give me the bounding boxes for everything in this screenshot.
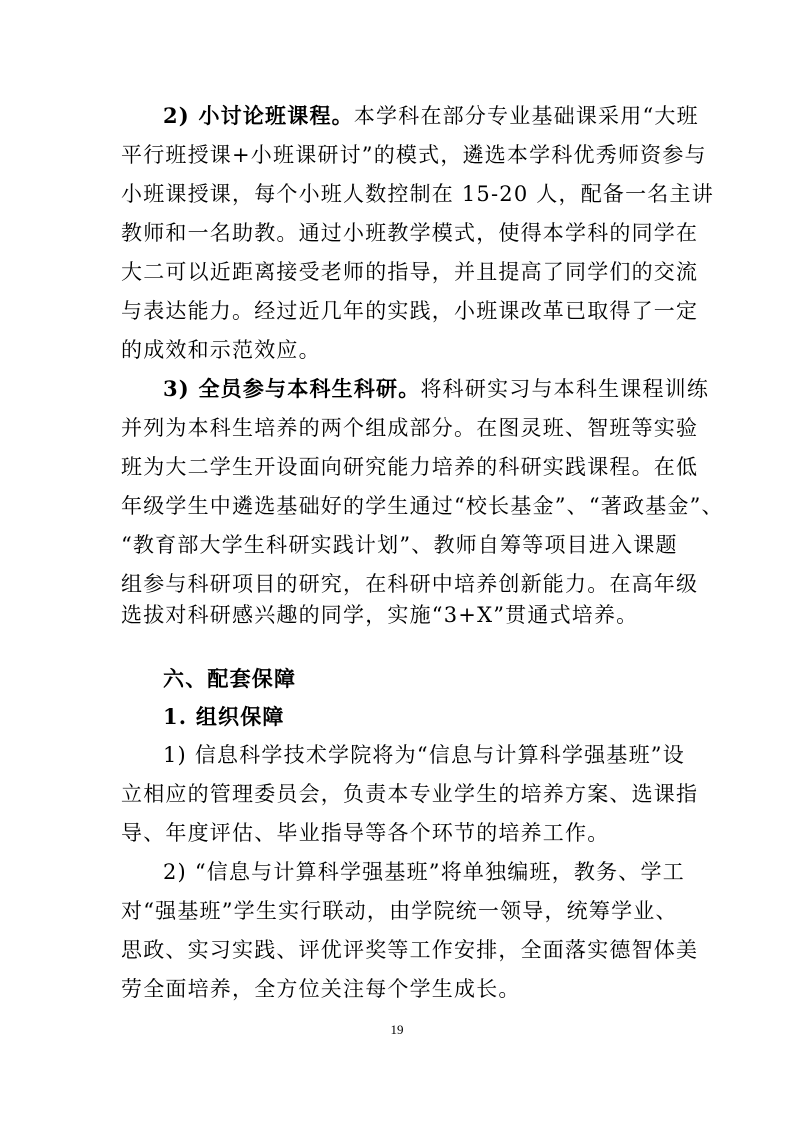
paragraph-3-line: 组参与科研项目的研究，在科研中培养创新能力。在高年级: [121, 572, 699, 596]
page-number: 19: [390, 1022, 404, 1037]
paragraph-3-line: 年级学生中遴选基础好的学生通过“校长基金”、“著政基金”、: [121, 494, 724, 518]
paragraph-2-line: 与表达能力。经过近几年的实践，小班课改革已取得了一定: [121, 299, 699, 323]
section-title: 六、配套保障: [163, 666, 297, 691]
paragraph-2-text: 本学科在部分专业基础课采用“大班: [353, 104, 699, 128]
paragraph-3-text: 将科研实习与本科生课程训练: [420, 377, 710, 401]
paragraph-3-line: 并列为本科生培养的两个组成部分。在图灵班、智班等实验: [121, 416, 699, 440]
item-1-line: 导、年度评估、毕业指导等各个环节的培养工作。: [121, 821, 610, 845]
item-1-line: 立相应的管理委员会，负责本专业学生的培养方案、选课指: [121, 782, 699, 806]
paragraph-2-line: 大二可以近距离接受老师的指导，并且提高了同学们的交流: [121, 260, 699, 284]
item-2-line: 对“强基班”学生实行联动，由学院统一领导，统筹学业、: [121, 899, 678, 923]
paragraph-3-line: 选拔对科研感兴趣的同学，实施“3+X”贯通式培养。: [121, 603, 639, 627]
paragraph-2-line: 教师和一名助教。通过小班教学模式，使得本学科的同学在: [121, 221, 699, 245]
paragraph-2-first-line: [163, 97, 699, 135]
paragraph-2-line: 平行班授课+小班课研讨”的模式，遴选本学科优秀师资参与: [121, 143, 707, 167]
item-1-first-line: 1) 信息科学技术学院将为“信息与计算科学强基班”设: [163, 743, 685, 767]
paragraph-3-first-line: [163, 370, 710, 408]
paragraph-3-line: 班为大二学生开设面向研究能力培养的科研实践课程。在低: [121, 455, 699, 479]
item-2-line: 思政、实习实践、评优评奖等工作安排，全面落实德智体美: [121, 938, 699, 962]
paragraph-3-line: “教育部大学生科研实践计划”、教师自筹等项目进入课题: [121, 533, 678, 557]
item-2-line: 劳全面培养，全方位关注每个学生成长。: [121, 977, 521, 1001]
paragraph-2-heading: 2) 小讨论班课程。: [163, 103, 354, 128]
paragraph-2-line: 小班课授课，每个小班人数控制在 15-20 人，配备一名主讲: [121, 182, 714, 206]
paragraph-3-heading: 3) 全员参与本科生科研。: [163, 376, 421, 401]
paragraph-2-line: 的成效和示范效应。: [121, 338, 321, 362]
subsection-title: 1. 组织保障: [163, 704, 285, 729]
item-2-first-line: 2) “信息与计算科学强基班”将单独编班，教务、学工: [163, 860, 685, 884]
